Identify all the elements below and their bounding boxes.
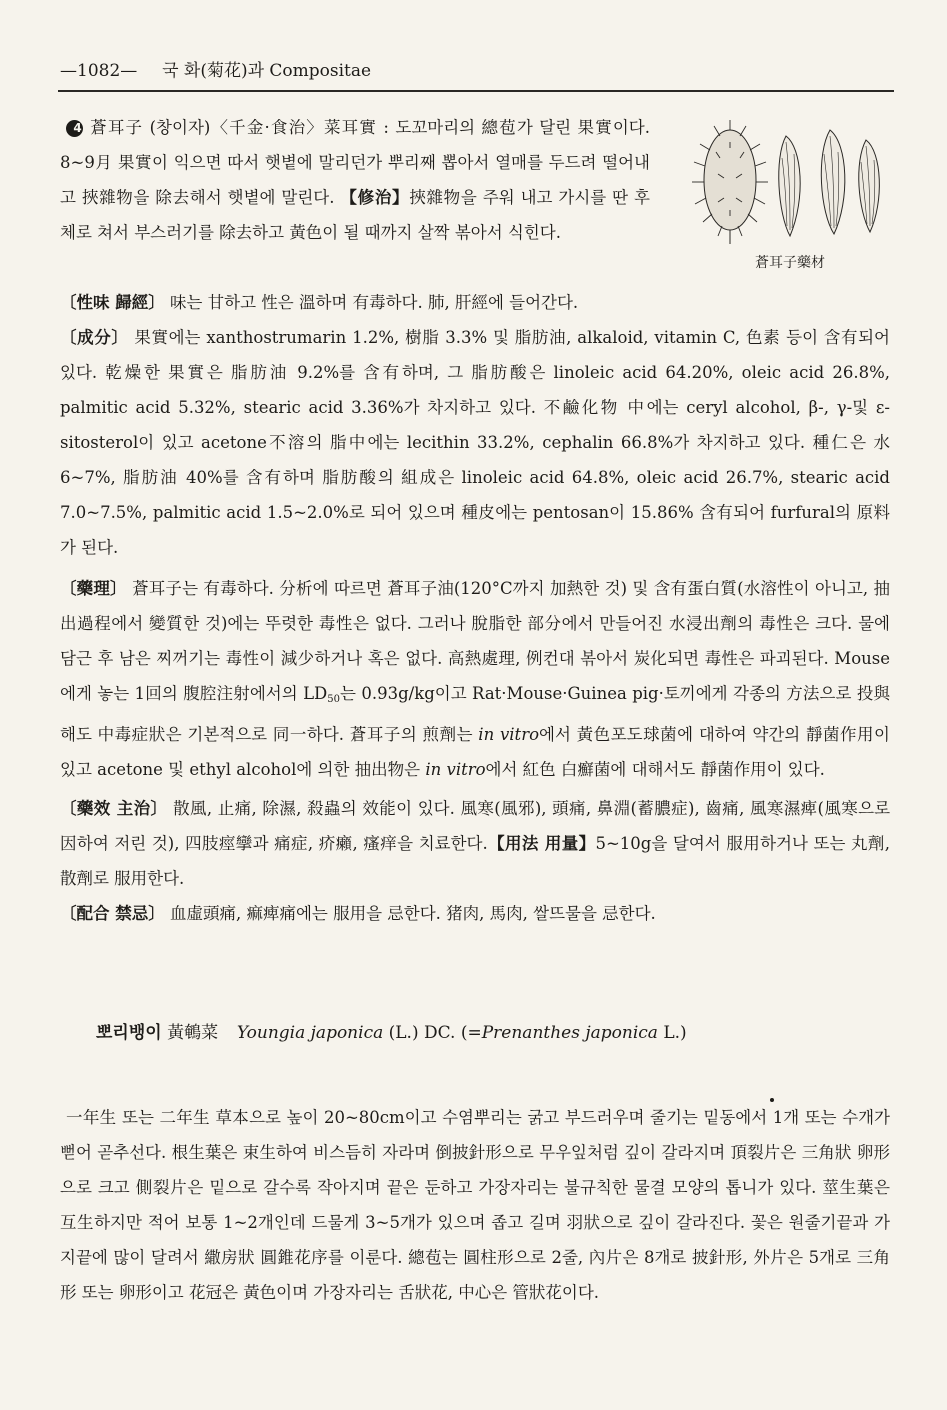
synonym-open: (= bbox=[460, 1023, 482, 1043]
yaoli-text-1: 蒼耳子는 有毒하다. 分析에 따르면 蒼耳子油(120°C까지 加熱한 것) 및 含有蛋白質(水溶性이 아니고, 抽出過程에서 變質한 것)에는 뚜렷한 毒性은 없다. 그러나 脫脂한 部分에서 만들어진 水浸出劑의 毒性은 크다. 물에 담근 후 남은 찌꺼기는 毒性이 減少하거나 혹은 없다. 高熱處理, 例컨대 볶아서 炭化되면 毒性은 파괴된다. Mouse에게 놓는 1回의 腹腔注射에서의 LD bbox=[60, 579, 891, 703]
entry-body bbox=[60, 285, 890, 931]
species-authority: (L.) DC. bbox=[388, 1023, 456, 1043]
peihe-paragraph bbox=[60, 896, 890, 931]
intro-paragraph bbox=[60, 110, 650, 250]
chengfen-paragraph bbox=[60, 320, 890, 565]
xingwei-text: 味는 甘하고 性은 溫하며 有毒하다. 肺, 肝經에 들어간다. bbox=[170, 293, 579, 312]
yaoxiao-text: 散風, 止痛, 除濕, 殺蟲의 效能이 있다. 風寒(風邪), 頭痛, 鼻淵(蓄膿症), 齒痛, 風寒濕痺(風寒으로 因하여 저린 것), 四肢痙攣과 痛症, 疥癩, 瘙痒을 치료한다. bbox=[60, 799, 891, 853]
xiuzhi-text: 挾雜物을 주워 내고 가시를 딴 후 체로 쳐서 부스러기를 除去하고 黃色이 될 때까지 살짝 볶아서 식힌다. bbox=[60, 188, 651, 242]
yaoli-paragraph bbox=[60, 571, 890, 787]
page-header bbox=[60, 60, 890, 82]
species-latin-name: Youngia japonica bbox=[236, 1023, 384, 1043]
species-description bbox=[60, 1100, 890, 1310]
yaoli-text-2: 는 0.93g/kg이고 Rat·Mouse·Guinea pig·토끼에게 각종의 方法으로 投與해도 中毒症狀은 기본적으로 同一하다. 蒼耳子의 煎劑는 bbox=[60, 684, 890, 744]
xingwei-label: 〔性味 歸經〕 bbox=[60, 293, 165, 312]
species-korean-name: 뽀리뱅이 bbox=[96, 1023, 162, 1043]
xingwei-paragraph bbox=[60, 285, 890, 320]
entry-intro bbox=[60, 110, 890, 250]
xiuzhi-label: 【修治】 bbox=[340, 188, 410, 207]
peihe-label: 〔配合 禁忌〕 bbox=[60, 904, 165, 923]
chengfen-text: 果實에는 xanthostrumarin 1.2%, 樹脂 3.3% 및 脂肪油, alkaloid, vitamin C, 色素 등이 含有되어 있다. 乾燥한 果實은 脂肪油 9.2%를 含有하며, 그 脂肪酸은 linoleic acid 64.20%, oleic acid 26.8%, palmitic acid 5.32%, stearic acid 3.36%가 차지하고 있다. 不鹼化物 中에는 ceryl alcohol, β-, γ-및 ε-sitosterol이 있고 acetone不溶의 脂中에는 lecithin 33.2%, cephalin 66.8%가 차지하고 있다. 種仁은 水 6~7%, 脂肪油 40%를 含有하며 脂肪酸의 組成은 linoleic acid 64.8%, oleic acid 26.7%, stearic acid 7.0~7.5%, palmitic acid 1.5~2.0%로 되어 있으며 種皮에는 pentosan이 15.86% 含有되어 furfural의 原料가 된다. bbox=[60, 328, 891, 557]
intro-text: 蒼耳子 (창이자)〈千金·食治〉菜耳實 : 도꼬마리의 總苞가 달린 果實이다. 8~9月 果實이 익으면 따서 햇볕에 말리던가 뿌리째 뽑아서 열매를 두드려 떨어내고 挾雜物을 除去해서 햇볕에 말린다. bbox=[60, 118, 650, 207]
chapter-title: 국 화(菊花)과 Compositae bbox=[162, 61, 372, 81]
page-number: —1082— bbox=[60, 61, 138, 81]
yaoli-text-3: 에서 黃色포도球菌에 대하여 약간의 靜菌作用이 있고 acetone 및 ethyl alcohol에 의한 抽出物은 bbox=[60, 725, 890, 779]
yaoli-label: 〔藥理〕 bbox=[60, 579, 127, 598]
synonym-name: Prenanthes japonica bbox=[481, 1023, 658, 1043]
in-vitro-1: in vitro bbox=[478, 725, 540, 744]
species-heading bbox=[96, 1020, 896, 1046]
species-chinese-name: 黃鵪菜 bbox=[167, 1023, 219, 1043]
yaoli-text-4: 에서 紅色 白癬菌에 대해서도 靜菌作用이 있다. bbox=[485, 760, 825, 779]
yaoxiao-paragraph bbox=[60, 791, 890, 896]
yaoxiao-label: 〔藥效 主治〕 bbox=[60, 799, 168, 818]
peihe-text: 血虛頭痛, 痲痺痛에는 服用을 忌한다. 猪肉, 馬肉, 쌀뜨물을 忌한다. bbox=[170, 904, 656, 923]
figure-caption: 蒼耳子藥材 bbox=[755, 255, 825, 271]
species-description-text: 一年生 또는 二年生 草本으로 높이 20~80cm이고 수염뿌리는 굵고 부드러우며 줄기는 밑동에서 1개 또는 수개가 뻗어 곧추선다. 根生葉은 束生하여 비스듬히 자라며 倒披針形으로 무우잎처럼 깊이 갈라지며 頂裂片은 三角狀 卵形으로 크고 側裂片은 밑으로 갈수록 작아지며 끝은 둔하고 가장자리는 불규칙한 물결 모양의 톱니가 있다. 莖生葉은 互生하지만 적어 보통 1~2개인데 드물게 3~5개가 있으며 좁고 길며 羽狀으로 깊이 갈라진다. 꽃은 원줄기끝과 가지끝에 많이 달려서 繖房狀 圓錐花序를 이룬다. 總苞는 圓柱形으로 2줄, 內片은 8개로 披針形, 外片은 5개로 三角形 또는 卵形이고 花冠은 黃色이며 가장자리는 舌狀花, 中心은 管狀花이다. bbox=[60, 1108, 890, 1302]
header-rule bbox=[58, 90, 894, 92]
ld-subscript: 50 bbox=[327, 694, 340, 705]
yongfa-label: 【用法 用量】 bbox=[487, 834, 596, 853]
in-vitro-2: in vitro bbox=[425, 760, 486, 779]
synonym-close: L.) bbox=[663, 1023, 687, 1043]
chengfen-label: 〔成分〕 bbox=[60, 328, 129, 347]
yongfa-text: 5~10g을 달여서 服用하거나 또는 丸劑, 散劑로 服用한다. bbox=[60, 834, 891, 888]
entry-number-badge: 4 bbox=[66, 120, 83, 137]
